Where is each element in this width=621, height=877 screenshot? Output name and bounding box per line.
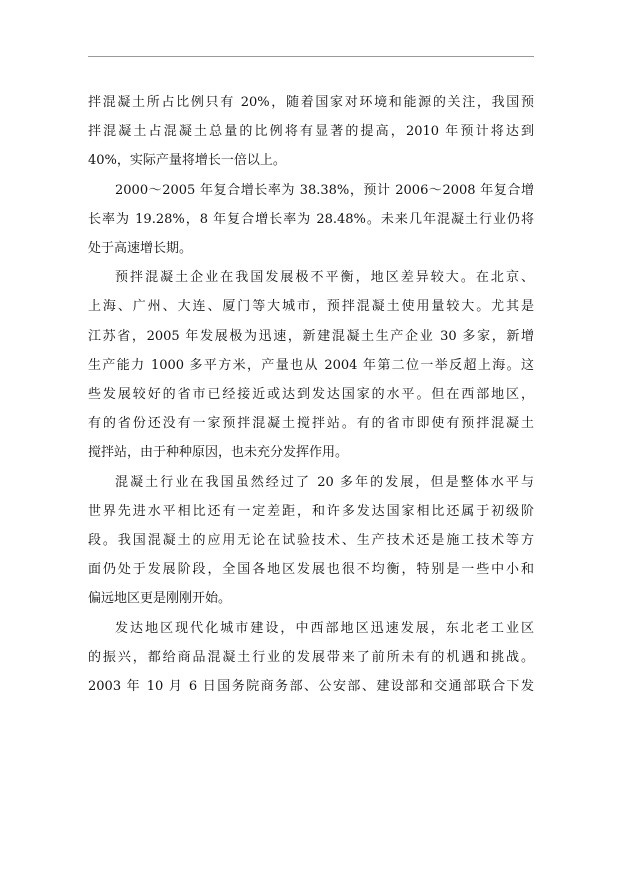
paragraph-3 [88, 263, 534, 467]
text-line: 拌混凝土占混凝土总量的比例将有显著的提高，2010 年预计将达到 [88, 124, 534, 140]
text-line: 段。我国混凝土的应用无论在试验技术、生产技术还是施工技术等方 [88, 533, 534, 549]
text-line: 长率为 19.28%，8 年复合增长率为 28.48%。未来几年混凝土行业仍将 [88, 211, 534, 227]
text-line: 面仍处于发展阶段，全国各地区发展也很不均衡，特别是一些中小和 [88, 562, 534, 578]
document-body [88, 88, 534, 701]
text-line: 有的省份还没有一家预拌混凝土搅拌站。有的省市即使有预拌混凝土 [88, 416, 534, 432]
text-line: 的振兴，都给商品混凝土行业的发展带来了前所未有的机遇和挑战。 [88, 649, 534, 665]
text-line: 处于高速增长期。 [88, 241, 193, 257]
text-line: 生产能力 1000 多平方米，产量也从 2004 年第二位一举反超上海。这 [88, 357, 534, 373]
paragraph-2 [88, 176, 534, 264]
text-line: 搅拌站，由于种种原因，也未充分发挥作用。 [88, 445, 349, 461]
paragraph-4 [88, 468, 534, 614]
header-rule [88, 56, 534, 57]
text-line: 些发展较好的省市已经接近或达到发达国家的水平。但在西部地区， [88, 387, 534, 403]
paragraph-5 [88, 614, 534, 702]
text-line: 江苏省，2005 年发展极为迅速，新建混凝土生产企业 30 多家，新增 [88, 328, 534, 344]
text-line: 拌混凝土所占比例只有 20%，随着国家对环境和能源的关注，我国预 [88, 95, 534, 110]
paragraph-1 [88, 88, 534, 176]
text-line: 2003 年 10 月 6 日国务院商务部、公安部、建设部和交通部联合下发 [88, 679, 534, 695]
text-line: 偏远地区更是刚刚开始。 [88, 591, 232, 607]
text-line: 40%，实际产量将增长一倍以上。 [88, 153, 286, 169]
text-line: 混凝土行业在我国虽然经过了 20 多年的发展，但是整体水平与 [115, 474, 534, 490]
text-line: 预拌混凝土企业在我国发展极不平衡，地区差异较大。在北京、 [115, 270, 534, 286]
text-line: 上海、广州、大连、厦门等大城市，预拌混凝土使用量较大。尤其是 [88, 299, 534, 315]
text-line: 2000～2005 年复合增长率为 38.38%，预计 2006～2008 年复合增 [115, 182, 534, 198]
text-line: 发达地区现代化城市建设，中西部地区迅速发展，东北老工业区 [115, 620, 534, 636]
text-line: 世界先进水平相比还有一定差距，和许多发达国家相比还属于初级阶 [88, 503, 534, 519]
